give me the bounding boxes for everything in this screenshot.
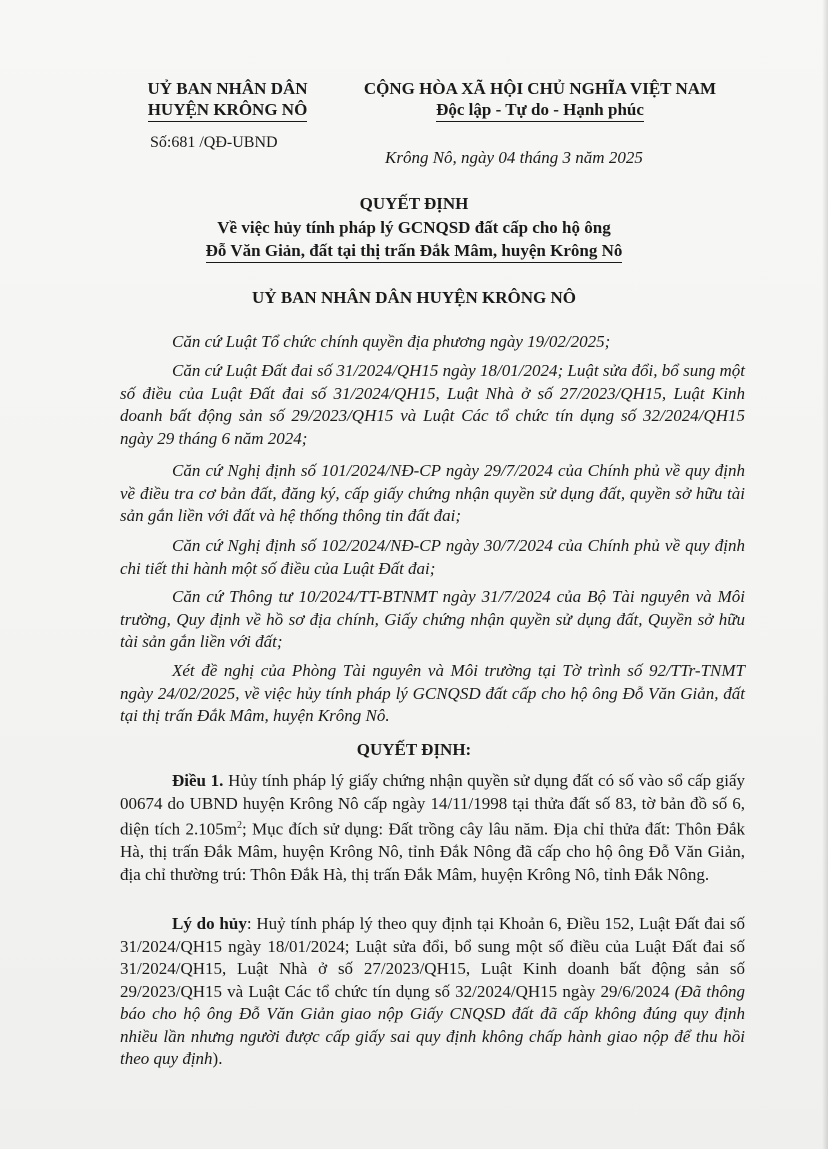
ground-5: Căn cứ Thông tư 10/2024/TT-BTNMT ngày 31/7/2024 của Bộ Tài nguyên và Môi trường, Quy định về hồ sơ địa chính, Giấy chứng nhận quyền sử dụng đất, Quyền sở hữu tài sản gắn liền với đất; (120, 587, 745, 651)
issuing-org-name: HUYỆN KRÔNG NÔ (148, 99, 308, 122)
article-1-label: Điều 1. (172, 771, 224, 790)
motto-text: Độc lập - Tự do - Hạnh phúc (436, 99, 644, 122)
ground-4: Căn cứ Nghị định số 102/2024/NĐ-CP ngày 30/7/2024 của Chính phủ về quy định chi tiết thi hành một số điều của Luật Đất đai; (120, 536, 745, 578)
motto (345, 99, 735, 122)
document-title: QUYẾT ĐỊNH (359, 194, 469, 213)
authority-heading: UỶ BAN NHÂN DÂN HUYỆN KRÔNG NÔ (252, 288, 576, 307)
page-edge-shadow (822, 0, 828, 1149)
ground-1: Căn cứ Luật Tổ chức chính quyền địa phương ngày 19/02/2025; (172, 332, 611, 351)
document-subject-text: Đỗ Văn Giản, đất tại thị trấn Đắk Mâm, huyện Krông Nô (206, 241, 623, 263)
ground-3: Căn cứ Nghị định số 101/2024/NĐ-CP ngày 29/7/2024 của Chính phủ về quy định về điều tra cơ bản đất, đăng ký, cấp giấy chứng nhận quyền sử dụng đất, quyền sở hữu tài sản gắn liền với đất và hệ thống thông tin đất đai; (120, 461, 745, 525)
article-1-text-a: Hủy tính pháp lý giấy chứng nhận quyền sử dụng đất có số vào sổ cấp giấy 00674 do UBND huyện Krông Nô cấp ngày 14/11/1998 tại thửa đất số 83, tờ bản đồ số 6, diện tích 2.105m (120, 771, 746, 839)
ground-6: Xét đề nghị của Phòng Tài nguyên và Môi trường tại Tờ trình số 92/TTr-TNMT ngày 24/02/2025, về việc hủy tính pháp lý GCNQSD đất cấp cho hộ ông Đỗ Văn Giản, đất tại thị trấn Đắk Mâm, huyện Krông Nô. (120, 661, 745, 725)
cancellation-reason (120, 913, 745, 1071)
place-date: Krông Nô, ngày 04 tháng 3 năm 2025 (385, 148, 643, 167)
reason-note: (Đã thông báo cho hộ ông Đỗ Văn Giản giao nộp Giấy CNQSD đất đã cấp không đúng quy định nhiều lần nhưng người được cấp giấy sai quy định không chấp hành giao nộp để thu hồi theo quy định (120, 981, 745, 1068)
document-subject-line2 (0, 241, 828, 263)
issuing-org-line2 (120, 99, 335, 122)
decision-heading: QUYẾT ĐỊNH: (356, 740, 472, 759)
document-subject-line1: Về việc hủy tính pháp lý GCNQSD đất cấp cho hộ ông (217, 218, 611, 237)
reason-text: : Huỷ tính pháp lý theo quy định tại Khoản 6, Điều 152, Luật Đất đai số 31/2024/QH15 ngày 18/01/2024; Luật sửa đổi, bổ sung một số điều của Luật Đất đai số 31/2024/QH15, Luật Nhà ở số 27/2023/QH15, Luật Kinh doanh bất động sản số 29/2023/QH15 và Luật Các tổ chức tín dụng số 32/2024/QH15 ngày 29/6/2024 (120, 914, 746, 1001)
document-number: Số:681 /QĐ-UBND (150, 134, 278, 151)
ground-2: Căn cứ Luật Đất đai số 31/2024/QH15 ngày 18/01/2024; Luật sửa đổi, bổ sung một số điều của Luật Đất đai số 31/2024/QH15, Luật Nhà ở số 27/2023/QH15, Luật Kinh doanh bất động sản số 29/2023/QH15 và Luật Các tổ chức tín dụng số 32/2024/QH15 ngày 29 tháng 6 năm 2024; (120, 361, 745, 448)
reason-label: Lý do hủy (172, 914, 247, 933)
issuing-org-line1: UỶ BAN NHÂN DÂN (147, 79, 308, 98)
article-1 (120, 770, 745, 886)
area-unit-superscript: 2 (236, 820, 242, 831)
article-1-text-b: ; Mục đích sử dụng: Đất trồng cây lâu năm. Địa chỉ thửa đất: Thôn Đắk Hà, thị trấn Đắk Mâm, huyện Krông Nô, tỉnh Đắk Nông đã cấp cho hộ ông Đỗ Văn Giản, địa chỉ thường trú: Thôn Đắk Hà, thị trấn Đắk Mâm, huyện Krông Nô, tỉnh Đắk Nông. (120, 819, 746, 884)
nation-title: CỘNG HÒA XÃ HỘI CHỦ NGHĨA VIỆT NAM (363, 79, 717, 98)
reason-end: ). (212, 1049, 223, 1068)
